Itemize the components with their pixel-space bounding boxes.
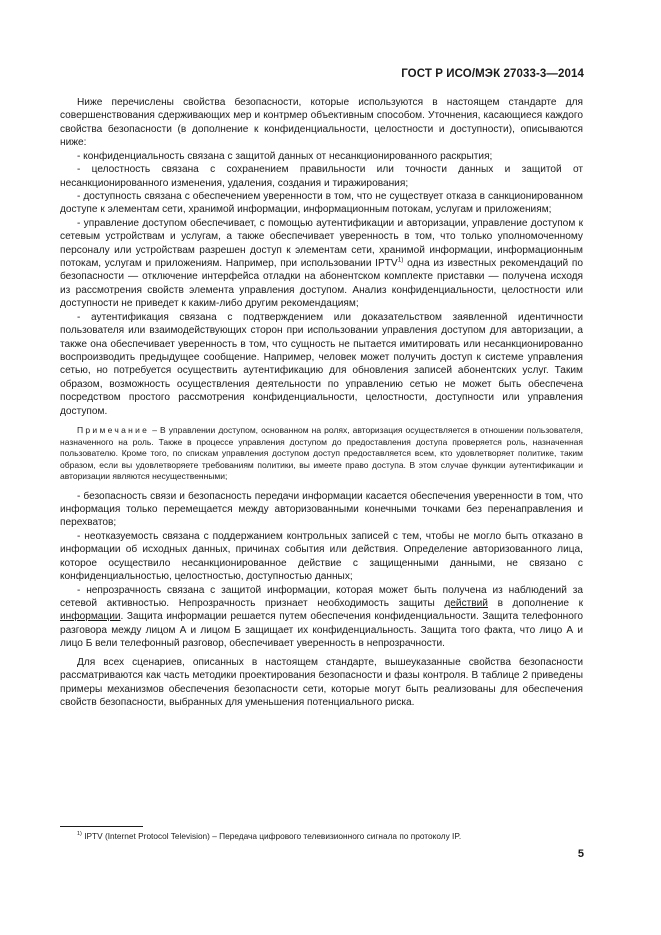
conclusion-paragraph: Для всех сценариев, описанных в настоящем стандарте, вышеуказанные свойства безопасности рассматриваются как часть методики проектирования безопасности и фазы контроля. В таблице 2 приведены примеры механизмов обеспечения безопасности сети, которые могут быть реализованы для обеспечения свойств безопасности, выбранных для уменьшения потенциального риска. bbox=[60, 656, 583, 708]
privacy-item bbox=[60, 584, 583, 651]
privacy-text-a: - непрозрачность связана с защитой информации, которая может быть получена из наблюдений за сетевой активностью. Непрозрачность признает необходимость защиты bbox=[60, 584, 583, 609]
non-repudiation-item: - неотказуемость связана с поддержанием контрольных записей с тем, чтобы не могло быть отказано в информации об исходных данных, причинах события или действия. Определение авторизованного лица, которое осуществило несанкционированное действие с защищенными данными, не связано с конфиденциальностью, целостностью, доступностью данных; bbox=[60, 530, 583, 583]
note-text: – В управлении доступом, основанном на ролях, авторизация осуществляется в отношении пользователя, назначенного на роль. Также в процессе управления доступом до предоставления доступа проверяется роль, назначенная пользователю. Кроме того, по спискам управления доступом доступ предоставляется всем, кто удовлетворяет политике, таким образом, если вы удовлетворяете требованиям политики, вы имеете право доступа. В этом случае функции аутентификации и авторизации являются несущественными; bbox=[60, 425, 583, 482]
access-control-item bbox=[60, 217, 583, 311]
document-header: ГОСТ Р ИСО/МЭК 27033-3—2014 bbox=[401, 68, 584, 80]
footnote-marker: 1) bbox=[77, 831, 82, 838]
privacy-text-c: . Защита информации решается путем обеспечения конфиденциальности. Защита телефонного разговора между лицом А и лицом Б защищает их конфиденциальность. Защита того факта, что лицо А и лицо Б вели телефонный разговор, обеспечивает уверенность в непрозрачности. bbox=[60, 611, 583, 650]
availability-item: - доступность связана с обеспечением уверенности в том, что не существует отказа в санкционированном доступе к элементам сети, хранимой информации, информационным потокам, услугам и приложениям; bbox=[60, 190, 583, 216]
authentication-item: - аутентификация связана с подтверждением или доказательством заявленной идентичности пользователя или взаимодействующих сторон при использовании управления доступом для авторизации, а также она обеспечивает уверенность в том, что сущность не пытается имитировать или несанкционированно воспроизводить предыдущее сообщение. Например, человек может получить доступ к системе управления сетью, но потребуется осуществить аутентификацию для обновления записей абонентских услуг. Таким образом, возможность осуществления деятельности по управлению сетью не может быть обеспечена посредством простого рассмотрения конфиденциальности, целостности, доступности или управления доступом. bbox=[60, 311, 583, 417]
main-text bbox=[60, 96, 583, 709]
footnote-divider bbox=[60, 826, 143, 827]
note-label: Примечание bbox=[77, 425, 150, 436]
footnote-text: IPTV (Internet Protocol Television) – Передача цифрового телевизионного сигнала по протоколу IP. bbox=[81, 831, 462, 841]
integrity-item: - целостность связана с сохранением правильности или точности данных и защитой от несанкционированного изменения, удаления, создания и тиражирования; bbox=[60, 164, 583, 189]
access-control-text-a: - управление доступом обеспечивает, с помощью аутентификации и авторизации, управление доступом к сетевым устройствам и услугам, а также обеспечивает уверенность в том, что только уполномоченному персоналу или устройствам разрешен доступ к элементам сети, хранимой информации, информационным потокам, услугам и приложениям. Например, при использовании IPTV bbox=[60, 217, 583, 270]
underlined-actions: действий bbox=[444, 598, 488, 609]
footnote bbox=[77, 831, 577, 842]
confidentiality-item: - конфиденциальность связана с защитой данных от несанкционированного раскрытия; bbox=[77, 150, 493, 162]
footnote-ref: 1) bbox=[397, 256, 404, 264]
access-control-text-b: одна из известных рекомендаций по безопасности — отключение интерфейса отладки на абонентском комплекте приставки — получена исходя из рассмотрения свойств элемента управления доступом. Анализ конфиденциальности, целостности или доступности не приведет к каким-либо другим рекомендациям; bbox=[60, 258, 584, 310]
privacy-text-b: в дополнение к bbox=[487, 598, 584, 609]
underlined-information: информации bbox=[60, 611, 121, 623]
intro-paragraph: Ниже перечислены свойства безопасности, которые используются в настоящем стандарте для совершенствования сдерживающих мер и контрмер объективным способом. Уточнения, касающиеся каждого свойства безопасности (в дополнение к конфиденциальности, целостности и доступности), описываются ниже: bbox=[60, 97, 583, 149]
communication-security-item: - безопасность связи и безопасность передачи информации касается обеспечения уверенности в том, что информация только перемещается между авторизованными конечными точками без перенаправления и перехватов; bbox=[60, 490, 583, 529]
page-number: 5 bbox=[577, 848, 584, 860]
note-block bbox=[60, 425, 583, 483]
